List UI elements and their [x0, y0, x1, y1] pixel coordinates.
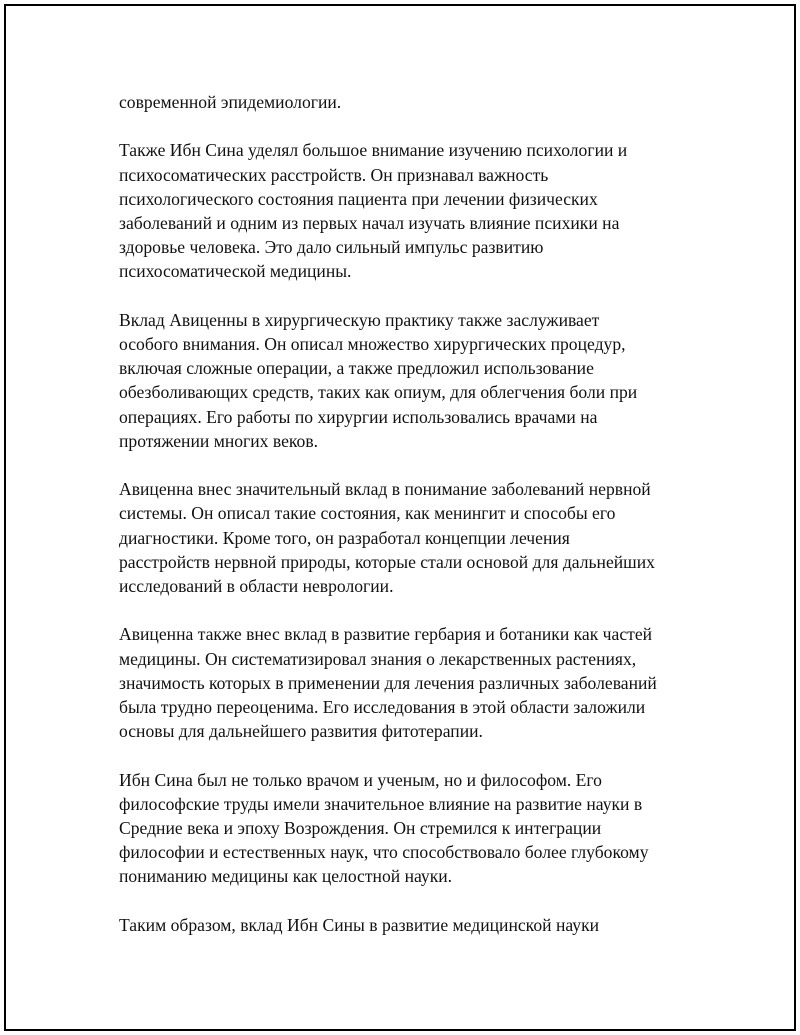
text-line: медицины. Он систематизировал знания о лекарственных растениях,: [119, 648, 637, 669]
text-line: Вклад Авиценны в хирургическую практику также заслуживает: [119, 309, 600, 330]
document-body: [119, 90, 699, 961]
paragraph-5: [119, 622, 699, 743]
text-line: Таким образом, вклад Ибн Сины в развитие медицинской науки: [119, 914, 600, 935]
text-line: Авиценна внес значительный вклад в понимание заболеваний нервной: [119, 479, 651, 500]
text-line: заболеваний и одним из первых начал изучать влияние психики на: [119, 213, 620, 233]
paragraph-1: [119, 90, 699, 114]
text-line: Ибн Сина был не только врачом и ученым, но и философом. Его: [119, 769, 602, 790]
paragraph-2: [119, 138, 699, 283]
paragraph-3: [119, 308, 699, 453]
text-line: исследований в области неврологии.: [119, 576, 394, 597]
text-line: обезболивающих средств, таких как опиум, для облегчения боли при: [119, 382, 638, 403]
text-line: психосоматических расстройств. Он признавал важность: [119, 164, 549, 185]
text-line: особого внимания. Он описал множество хирургических процедур,: [119, 334, 626, 354]
text-line: значимость которых в применении для лечения различных заболеваний: [119, 672, 657, 693]
text-line: пониманию медицины как целостной науки.: [119, 866, 453, 887]
text-line: основы для дальнейшего развития фитотерапии.: [119, 721, 483, 742]
text-line: была трудно переоценима. Его исследования в этой области заложили: [119, 697, 646, 718]
text-line: современной эпидемиологии.: [119, 92, 342, 112]
text-line: философские труды имели значительное влияние на развитие науки в: [119, 793, 643, 814]
text-line: Средние века и эпоху Возрождения. Он стремился к интеграции: [119, 818, 602, 839]
text-line: психосоматической медицины.: [119, 261, 352, 282]
text-line: Авиценна также внес вклад в развитие гербария и ботаники как частей: [119, 624, 653, 645]
paragraph-7: [119, 913, 699, 937]
text-line: включая сложные операции, а также предложил использование: [119, 358, 594, 379]
text-line: Также Ибн Сина уделял большое внимание изучению психологии и: [119, 140, 628, 161]
text-line: системы. Он описал такие состояния, как менингит и способы его: [119, 503, 616, 524]
text-line: философии и естественных наук, что способствовало более глубокому: [119, 842, 649, 863]
text-line: психологического состояния пациента при лечении физических: [119, 188, 598, 209]
text-line: здоровье человека. Это дало сильный импульс развитию: [119, 237, 544, 258]
paragraph-6: [119, 768, 699, 889]
paragraph-4: [119, 477, 699, 598]
text-line: операциях. Его работы по хирургии использовались врачами на: [119, 406, 598, 427]
text-line: протяжении многих веков.: [119, 430, 319, 451]
text-line: диагностики. Кроме того, он разработал концепции лечения: [119, 527, 570, 548]
text-line: расстройств нервной природы, которые стали основой для дальнейших: [119, 551, 655, 572]
